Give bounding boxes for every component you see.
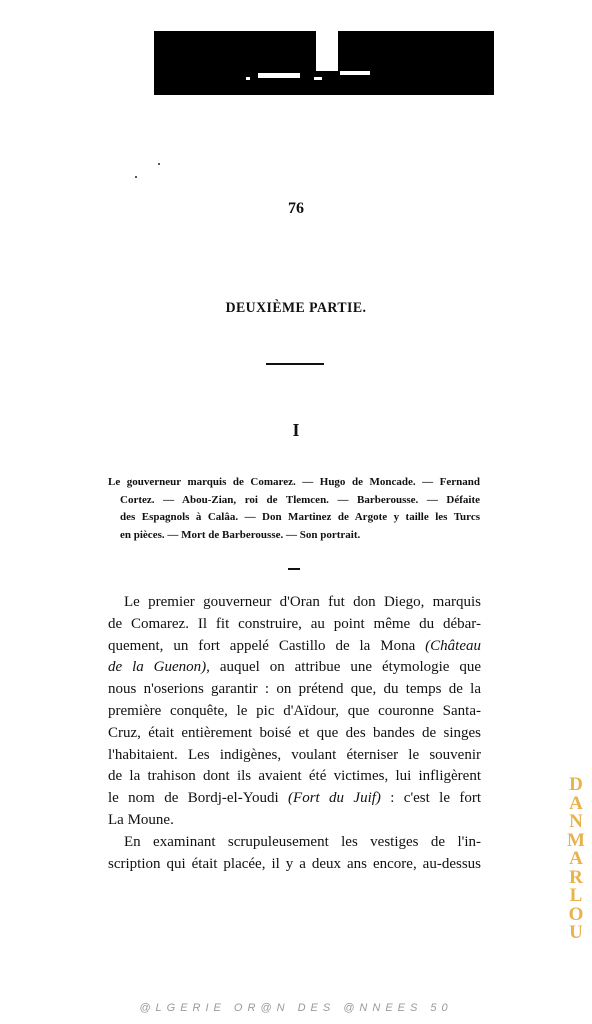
- body-line-segment: auquel on attribue une étymologie que: [219, 659, 481, 676]
- body-line: [108, 788, 481, 810]
- body-line: scription qui était placée, il y a deux ans encore, au-dessus: [108, 855, 481, 872]
- body-line: [108, 636, 481, 658]
- summary-line: Cortez. — Abou-Zian, roi de Tlemcen. — Barberousse. — Défaite: [120, 493, 480, 506]
- body-line-segment: quement, un fort appelé Castillo de la Mona: [108, 637, 416, 654]
- body-line: Cruz, était entièrement boisé et que des bandes de singes: [108, 724, 481, 741]
- watermark-letter: U: [569, 922, 583, 943]
- scan-artifact: [258, 73, 300, 78]
- body-text: [108, 592, 481, 875]
- section-rule: [266, 363, 324, 365]
- watermark-letter: A: [569, 792, 583, 814]
- watermark-letter: L: [569, 885, 583, 906]
- chapter-number: I: [292, 420, 300, 440]
- summary-line: des Espagnols à Calâa. — Don Martinez de Argote y taille les Turcs: [120, 511, 480, 523]
- scan-notch: [316, 31, 338, 71]
- body-line: première conquête, le pic d'Aïdour, que couronne Santa-: [108, 702, 481, 719]
- watermark: [564, 776, 588, 943]
- watermark-letter: D: [569, 774, 583, 795]
- scan-artifact: [246, 77, 250, 80]
- page-number: 76: [288, 200, 304, 217]
- body-line: En examinant scrupuleusement les vestiges de l'in-: [124, 833, 481, 850]
- body-line: de Comarez. Il fit construire, au point même du débar-: [108, 615, 481, 632]
- scan-artifact: [314, 77, 322, 80]
- part-title: DEUXIÈME PARTIE.: [225, 300, 367, 316]
- watermark-letter: N: [569, 811, 583, 832]
- body-line: l'habitaient. Les indigènes, voulant éterniser le souvenir: [108, 746, 481, 763]
- italic-phrase: (Château: [425, 637, 481, 654]
- italic-phrase: (Fort du Juif): [288, 790, 381, 807]
- chapter-summary: [108, 474, 480, 544]
- footer-credit: @LGERIE OR@N DES @NNEES 50: [139, 1002, 453, 1014]
- italic-phrase: de la Guenon),: [108, 659, 210, 676]
- body-line-segment: : c'est le fort: [390, 790, 481, 807]
- scan-artifact: [340, 71, 370, 75]
- watermark-letter: R: [569, 866, 583, 888]
- body-line: nous n'oserions garantir : on prétend que, du temps de la: [108, 681, 481, 698]
- body-line: de la trahison dont ils avaient été victimes, lui infligèrent: [108, 768, 481, 785]
- watermark-letter: M: [567, 829, 585, 851]
- scan-speck: [135, 176, 137, 178]
- watermark-letter: O: [568, 903, 584, 925]
- summary-divider: [288, 568, 300, 570]
- body-line-segment: le nom de Bordj-el-Youdi: [108, 790, 279, 807]
- redaction-bar: [154, 31, 494, 95]
- body-line: Le premier gouverneur d'Oran fut don Diego, marquis: [124, 594, 481, 610]
- body-line: La Moune.: [108, 811, 174, 828]
- summary-line: en pièces. — Mort de Barberousse. — Son portrait.: [120, 528, 361, 541]
- summary-line: Le gouverneur marquis de Comarez. — Hugo de Moncade. — Fernand: [108, 476, 480, 488]
- watermark-letter: A: [569, 848, 583, 869]
- body-line: [108, 657, 481, 679]
- scan-speck: [158, 163, 160, 165]
